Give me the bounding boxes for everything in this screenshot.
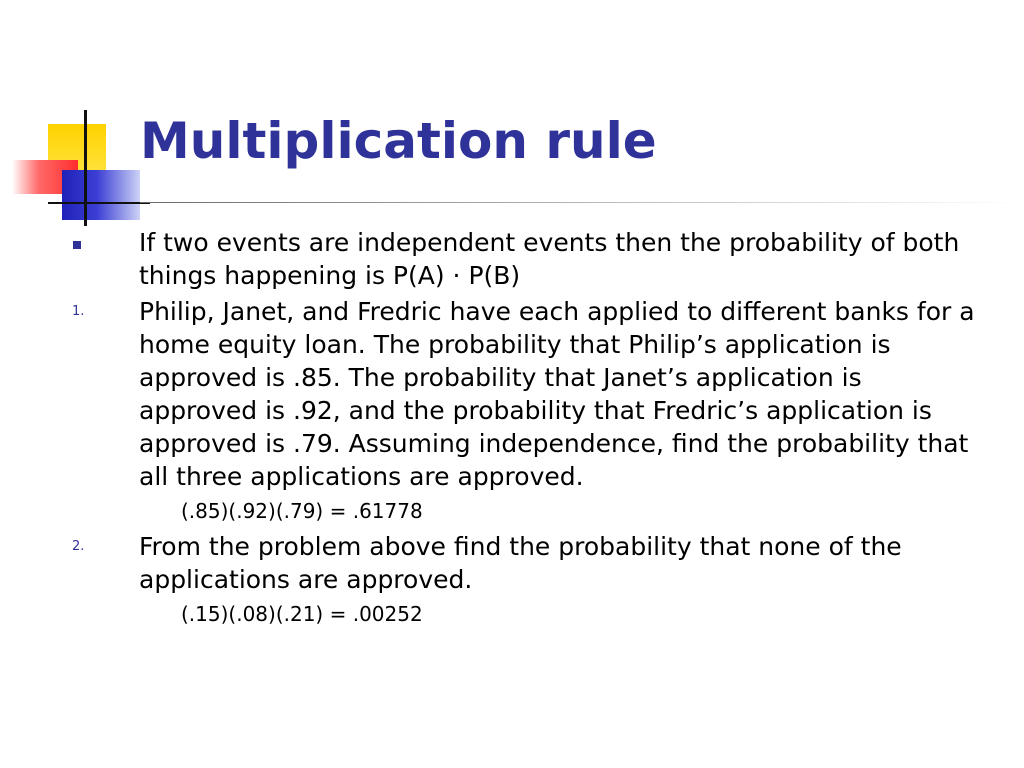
square-bullet-icon bbox=[73, 241, 81, 249]
numbered-item-2 bbox=[0, 530, 1024, 596]
answer-2: (.15)(.08)(.21) = .00252 bbox=[181, 602, 423, 626]
slide-title: Multiplication rule bbox=[140, 112, 657, 170]
slide-content bbox=[0, 226, 1024, 633]
problem-text: Philip, Janet, and Fredric have each applied to different banks for a home equity loan. The probability that Philip’s application is approved is .85. The probability that Janet’s application is approved is .92, and the probability that Fredric’s application is approved is .79. Assuming independence, find the probability that all three applications are approved. bbox=[139, 297, 975, 491]
decor-vertical-line bbox=[84, 110, 87, 226]
bullet-item-independence-rule bbox=[0, 226, 1024, 292]
numbered-item-1 bbox=[0, 295, 1024, 493]
answer-1: (.85)(.92)(.79) = .61778 bbox=[181, 499, 423, 523]
decor-blue-square bbox=[62, 170, 140, 220]
decor-horizontal-line bbox=[48, 202, 150, 204]
bullet-text: If two events are independent events then the probability of both things happening is P(A) · P(B) bbox=[139, 228, 960, 290]
list-number: 1. bbox=[72, 304, 85, 319]
problem-text: From the problem above find the probability that none of the applications are approved. bbox=[139, 532, 902, 594]
list-number: 2. bbox=[72, 539, 85, 554]
title-underline-rule bbox=[140, 202, 1020, 203]
